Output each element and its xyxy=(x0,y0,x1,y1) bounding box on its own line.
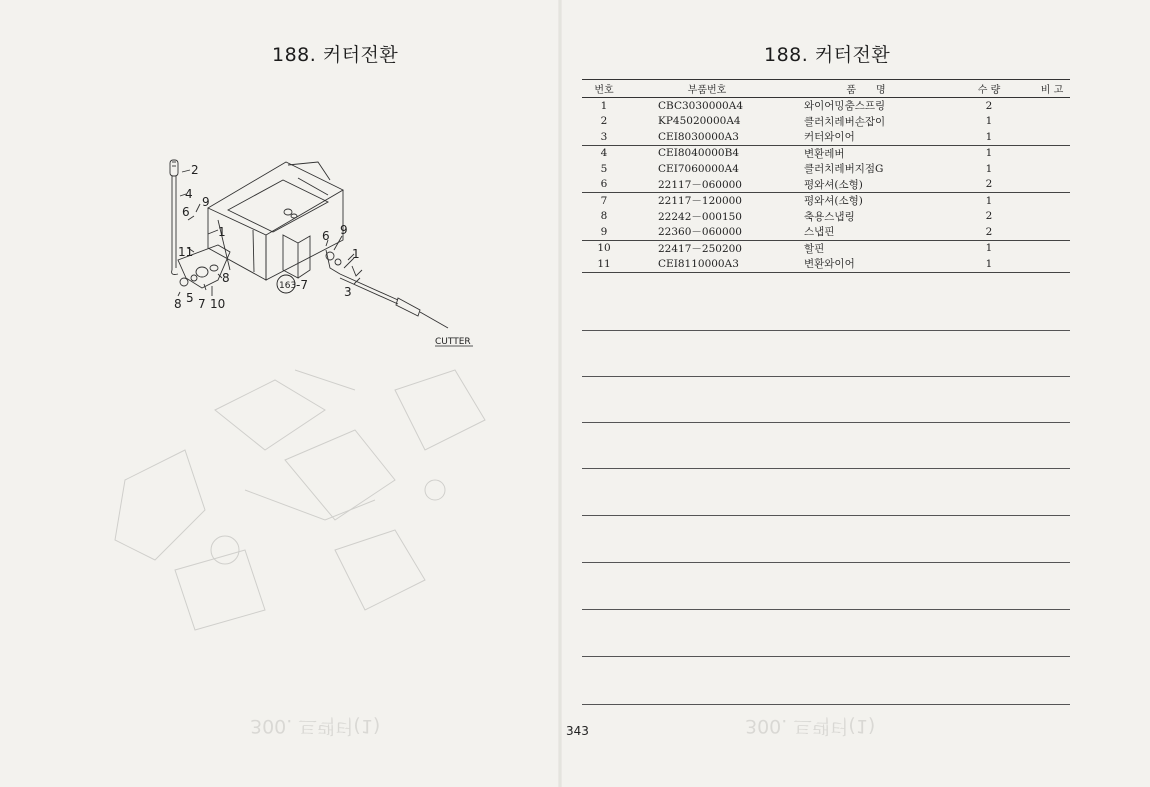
row-part-name: 평와셔(소형) xyxy=(788,193,944,209)
table-header-row xyxy=(582,80,1070,98)
row-no: 7 xyxy=(582,193,626,209)
row-remark xyxy=(1034,193,1070,209)
cutter-label: CUTTER xyxy=(435,337,471,347)
row-no: 10 xyxy=(582,240,626,256)
callout-7: 7 xyxy=(198,297,206,311)
row-remark xyxy=(1034,161,1070,177)
row-no: 5 xyxy=(600,162,608,175)
bleed-through-title-left: 300. 트랙터(1) xyxy=(250,715,381,737)
row-no: 4 xyxy=(582,145,626,161)
header-no: 번호 xyxy=(582,80,626,98)
row-part-name: 평와셔(소형) xyxy=(804,178,863,191)
callout-6b: 6 xyxy=(322,229,330,243)
bleed-through-title-right: 300. 트랙터(1) xyxy=(745,715,876,737)
header-quantity: 수 량 xyxy=(944,80,1034,98)
callout-8b: 8 xyxy=(174,297,182,311)
row-quantity: 1 xyxy=(944,145,1034,161)
table-rule xyxy=(582,562,1070,563)
callout-3: 3 xyxy=(344,285,352,299)
table-rule xyxy=(582,515,1070,516)
row-part-number: 22117－120000 xyxy=(626,193,788,209)
callout-2: 2 xyxy=(191,163,199,177)
row-no: 9 xyxy=(600,225,608,238)
callout-1b: 1 xyxy=(352,247,360,261)
row-quantity: 1 xyxy=(985,162,993,175)
row-no: 3 xyxy=(600,130,608,143)
table-rule xyxy=(582,330,1070,331)
callout-10: 10 xyxy=(210,297,226,311)
row-remark xyxy=(1034,129,1070,145)
table-rule xyxy=(582,609,1070,610)
table-row xyxy=(582,224,1070,240)
table-rule xyxy=(582,376,1070,377)
row-quantity: 1 xyxy=(985,130,993,143)
row-part-name: 할핀 xyxy=(788,240,944,256)
row-remark xyxy=(1034,224,1070,240)
callout-9b: 9 xyxy=(340,223,348,237)
row-part-name: 변환레버 xyxy=(788,145,944,161)
callout-8: 8 xyxy=(222,271,230,285)
row-part-number: CEI7060000A4 xyxy=(658,162,739,175)
row-part-number: KP45020000A4 xyxy=(658,115,741,128)
row-remark xyxy=(1034,209,1070,225)
row-remark xyxy=(1034,240,1070,256)
left-page xyxy=(0,0,560,787)
row-no: 11 xyxy=(582,256,626,272)
table-row xyxy=(582,209,1070,225)
row-remark xyxy=(1034,98,1070,114)
table-rule xyxy=(582,422,1070,423)
row-quantity: 1 xyxy=(944,193,1034,209)
row-remark xyxy=(1034,177,1070,193)
callout-4: 4 xyxy=(185,187,193,201)
row-part-number: 22417－250200 xyxy=(626,240,788,256)
callout-1: 1 xyxy=(218,225,226,239)
table-row xyxy=(582,145,1070,161)
table-rule xyxy=(582,468,1070,469)
table-row xyxy=(582,177,1070,193)
row-no: 2 xyxy=(600,115,608,128)
callout-9: 9 xyxy=(202,195,210,209)
row-no: 6 xyxy=(600,178,608,191)
table-row xyxy=(582,161,1070,177)
table-row xyxy=(582,98,1070,114)
row-part-name: 스냅핀 xyxy=(804,226,835,239)
table-rule xyxy=(582,704,1070,705)
page-number: 343 xyxy=(566,724,589,738)
table-row xyxy=(582,114,1070,130)
right-page-title: 188. 커터전환 xyxy=(764,44,891,66)
row-part-number: CEI8110000A3 xyxy=(626,256,788,272)
row-part-number: CBC3030000A4 xyxy=(658,99,744,112)
row-part-number: 22117－060000 xyxy=(658,178,742,191)
table-rule xyxy=(582,656,1070,657)
row-quantity: 2 xyxy=(985,99,993,112)
cutter-switch-diagram xyxy=(158,150,488,350)
callout-11: 11 xyxy=(178,245,194,259)
table-row xyxy=(582,193,1070,209)
table-row xyxy=(582,240,1070,256)
callout-7b: -7 xyxy=(296,278,308,292)
row-part-name: 클러치레버손잡이 xyxy=(804,115,886,128)
callout-6: 6 xyxy=(182,205,190,219)
row-part-number: 22242－000150 xyxy=(658,210,742,223)
row-part-name: 축용스냅링 xyxy=(804,210,855,223)
row-remark xyxy=(1034,145,1070,161)
table-row xyxy=(582,256,1070,272)
row-part-number: CEI8040000B4 xyxy=(626,145,788,161)
row-part-name: 와이어밍춤스프링 xyxy=(804,100,886,113)
row-quantity: 2 xyxy=(985,210,993,223)
callout-5: 5 xyxy=(186,291,194,305)
row-remark xyxy=(1034,256,1070,272)
header-remark: 비 고 xyxy=(1034,80,1070,98)
bleed-through-diagram xyxy=(95,350,525,680)
row-part-name: 클러치레버지점G xyxy=(804,163,884,176)
row-part-number: CEI8030000A3 xyxy=(658,130,739,143)
header-part-name: 품 명 xyxy=(788,80,944,98)
row-no: 1 xyxy=(600,99,608,112)
row-part-name: 변환와이어 xyxy=(788,256,944,272)
row-quantity: 2 xyxy=(985,178,993,191)
header-part-number: 부품번호 xyxy=(626,80,788,98)
row-part-name: 커터와이어 xyxy=(804,131,855,144)
parts-table xyxy=(582,79,1070,273)
row-quantity: 1 xyxy=(944,256,1034,272)
row-no: 8 xyxy=(600,210,608,223)
left-page-title: 188. 커터전환 xyxy=(272,44,399,66)
table-row xyxy=(582,129,1070,145)
row-part-number: 22360－060000 xyxy=(658,226,742,239)
row-remark xyxy=(1034,114,1070,130)
callout-163: 163 xyxy=(279,281,297,291)
row-quantity: 1 xyxy=(985,115,993,128)
row-quantity: 1 xyxy=(944,240,1034,256)
row-quantity: 2 xyxy=(985,225,993,238)
